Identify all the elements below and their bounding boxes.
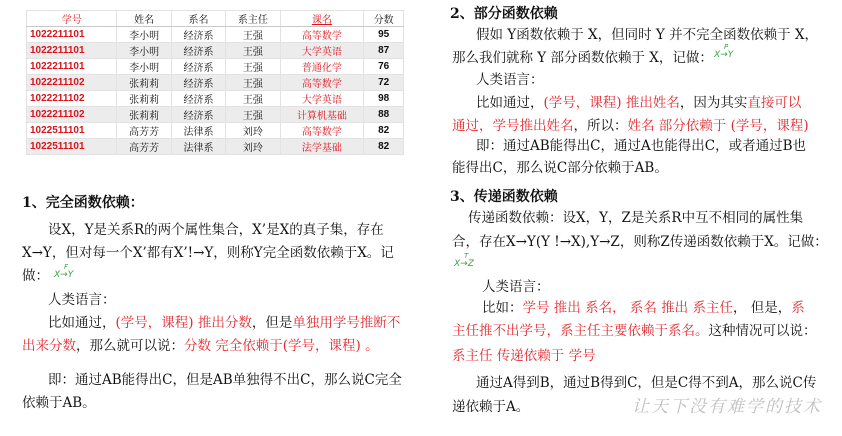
- table-row: [27, 75, 404, 91]
- cell-dept-head: 王强: [226, 91, 280, 107]
- cell-department: 经济系: [171, 107, 225, 123]
- cell-name: 李小明: [117, 43, 171, 59]
- sec3-example-text: 这种情况可以说：: [708, 323, 817, 339]
- cell-dept-head: 王强: [226, 43, 280, 59]
- sec2-summary-line: 即：通过AB能得出C，通过A也能得出C，或者通过B也: [476, 138, 806, 154]
- sec3-definition-line: 传递函数依赖：设X，Y，Z是关系R中互不相同的属性集: [468, 210, 804, 226]
- cell-name: 李小明: [117, 59, 171, 75]
- section-heading-partial-dependency: 2、部分函数依赖: [450, 6, 558, 22]
- section-heading-full-dependency: 1、完全函数依赖：: [22, 195, 144, 211]
- formula-mark-t: T: [464, 252, 469, 260]
- cell-student-id: 1022511101: [27, 123, 117, 139]
- sec1-definition-line: X→Y，但对每一个X’都有X’!→Y，则称Y完全函数依赖于X。记: [22, 245, 394, 261]
- cell-dept-head: 王强: [226, 107, 280, 123]
- sec1-example-highlight: 分数 完全依赖于(学号，课程) 。: [184, 338, 379, 354]
- cell-course: 大学英语: [280, 91, 364, 107]
- cell-score: 98: [364, 91, 404, 107]
- cell-course: 计算机基础: [280, 107, 364, 123]
- cell-student-id: 1022211102: [27, 91, 117, 107]
- sec3-example-text: 比如：: [482, 300, 523, 316]
- sec3-example-text: ， 但是，: [732, 300, 792, 316]
- grades-table-container: [26, 10, 404, 155]
- sec3-example-highlight: 主任推不出学号，系主任主要依赖于系名。: [452, 323, 709, 339]
- cell-course: 大学英语: [280, 43, 364, 59]
- sec3-human-language-label: 人类语言：: [482, 279, 550, 295]
- col-header-course: 课名: [280, 11, 364, 27]
- sec3-example-highlight: 系: [791, 300, 805, 316]
- col-header-student-id: 学号: [27, 11, 117, 27]
- cell-dept-head: 王强: [226, 27, 280, 43]
- sec3-example-line: [482, 297, 805, 319]
- sec1-summary-line: 即：通过AB能得出C，但是AB单独得不出C，那么说C完全: [48, 372, 402, 388]
- table-row: [27, 43, 404, 59]
- cell-course: 高等数学: [280, 75, 364, 91]
- cell-department: 经济系: [171, 27, 225, 43]
- watermark-text: 让天下没有难学的技术: [632, 397, 822, 417]
- cell-dept-head: 王强: [226, 75, 280, 91]
- sec1-example-text: ，那么就可以说：: [76, 338, 184, 354]
- table-row: [27, 107, 404, 123]
- sec2-example-line: [476, 92, 801, 114]
- cell-student-id: 1022211101: [27, 27, 117, 43]
- cell-student-id: 1022511101: [27, 139, 117, 155]
- cell-student-id: 1022211101: [27, 43, 117, 59]
- cell-department: 法律系: [171, 123, 225, 139]
- cell-course: 高等数学: [280, 27, 364, 43]
- cell-course: 普通化学: [280, 59, 364, 75]
- cell-score: 95: [364, 27, 404, 43]
- cell-name: 高芳芳: [117, 123, 171, 139]
- cell-name: 李小明: [117, 27, 171, 43]
- sec1-example-line: [22, 335, 432, 357]
- cell-score: 87: [364, 43, 404, 59]
- sec1-definition-line: 设X，Y是关系R的两个属性集合，X’是X的真子集，存在: [48, 222, 384, 238]
- table-row: [27, 27, 404, 43]
- sec2-example-line: [452, 115, 809, 137]
- sec1-example-text: ，但是: [251, 315, 293, 331]
- cell-score: 72: [364, 75, 404, 91]
- formula-text: X→Y: [714, 50, 734, 60]
- cell-department: 经济系: [171, 43, 225, 59]
- sec1-human-language-label: 人类语言：: [48, 292, 116, 308]
- cell-course: 法学基础: [280, 139, 364, 155]
- sec1-example-text: 比如通过，: [48, 315, 116, 331]
- sec2-summary-line: 能得出C，那么说C部分依赖于AB。: [452, 160, 668, 176]
- sec1-definition-line: 做：: [22, 268, 49, 284]
- sec2-human-language-label: 人类语言：: [476, 72, 544, 88]
- cell-dept-head: 王强: [226, 59, 280, 75]
- sec3-summary-line: 递依赖于A。: [452, 399, 530, 415]
- cell-department: 法律系: [171, 139, 225, 155]
- sec2-example-highlight: (学号，课程) 推出姓名: [543, 95, 680, 111]
- sec2-definition-line: 那么我们就称 Y 部分函数依赖于 X，记做：: [452, 50, 713, 66]
- col-header-score: 分数: [364, 11, 404, 27]
- col-header-name: 姓名: [117, 11, 171, 27]
- formula-mark-p: P: [724, 43, 729, 51]
- cell-name: 高芳芳: [117, 139, 171, 155]
- cell-department: 经济系: [171, 75, 225, 91]
- col-header-department: 系名: [171, 11, 225, 27]
- sec2-example-highlight: 直接可以: [747, 95, 802, 111]
- grades-table: [26, 10, 404, 155]
- sec1-example-highlight: 出来分数: [22, 338, 76, 354]
- sec2-definition-line: 假如 Y函数依赖于 X，但同时 Y 并不完全函数依赖于 X，: [476, 27, 819, 43]
- table-row: [27, 139, 404, 155]
- sec2-example-highlight: 姓名 部分依赖于 (学号，课程): [627, 118, 809, 134]
- table-header-row: [27, 11, 404, 27]
- cell-score: 82: [364, 139, 404, 155]
- formula-text: X→Z: [454, 259, 474, 269]
- cell-dept-head: 刘玲: [226, 123, 280, 139]
- section-heading-transitive-dependency: 3、传递函数依赖: [450, 189, 558, 205]
- sec3-example-line: [452, 320, 817, 342]
- sec1-example-highlight: (学号，课程) 推出分数: [115, 315, 252, 331]
- cell-name: 张莉莉: [117, 107, 171, 123]
- cell-name: 张莉莉: [117, 91, 171, 107]
- cell-student-id: 1022211101: [27, 59, 117, 75]
- col-header-dept-head: 系主任: [226, 11, 280, 27]
- sec2-example-text: 比如通过，: [476, 95, 544, 111]
- sec3-definition-line: 合，存在X→Y(Y !→X),Y→Z，则称Z传递函数依赖于X。记做：: [452, 234, 828, 250]
- cell-dept-head: 刘玲: [226, 139, 280, 155]
- table-row: [27, 91, 404, 107]
- cell-score: 76: [364, 59, 404, 75]
- sec3-summary-line: 通过A得到B，通过B得到C，但是C得不到A，那么说C传: [476, 375, 817, 391]
- sec3-example-conclusion: 系主任 传递依赖于 学号: [452, 348, 596, 364]
- table-row: [27, 59, 404, 75]
- sec2-example-text: ，因为其实: [679, 95, 748, 111]
- formula-mark-f: F: [64, 263, 69, 271]
- sec2-example-highlight: 通过，学号推出姓名: [452, 118, 574, 134]
- cell-course: 高等数学: [280, 123, 364, 139]
- cell-department: 经济系: [171, 91, 225, 107]
- cell-name: 张莉莉: [117, 75, 171, 91]
- sec3-example-highlight: 学号 推出 系名， 系名 推出 系主任: [522, 300, 733, 316]
- cell-score: 82: [364, 123, 404, 139]
- sec2-example-text: ，所以：: [573, 118, 628, 134]
- sec1-example-line: [48, 312, 428, 334]
- cell-score: 88: [364, 107, 404, 123]
- cell-student-id: 1022211102: [27, 75, 117, 91]
- sec1-summary-line: 依赖于AB。: [22, 395, 96, 411]
- sec1-example-highlight: 单独用学号推断不: [292, 315, 401, 331]
- table-row: [27, 123, 404, 139]
- cell-department: 经济系: [171, 59, 225, 75]
- formula-text: X→Y: [54, 270, 74, 280]
- cell-student-id: 1022211102: [27, 107, 117, 123]
